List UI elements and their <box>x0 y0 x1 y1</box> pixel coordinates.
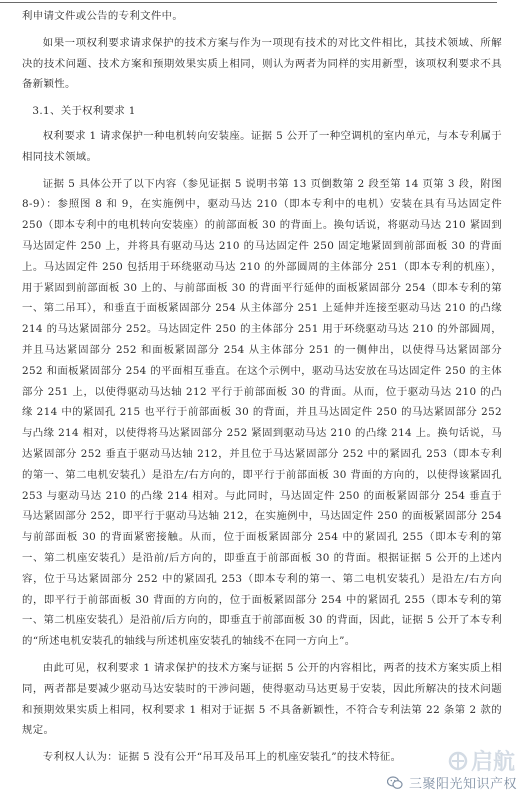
paragraph-evidence5-disclosure: 证据 5 具体公开了以下内容（参见证据 5 说明书第 13 页倒数第 2 段至第 14 页第 3 段，附图 8-9）：参照图 8 和 9，在实施例中，驱动马达 210（即本专利中的电机）安装在具有马达固定件 250（即本专利中的电机转向安装座）的前部面板 30 的背面上。换句话说，将驱动马达 210 紧固到马达固定件 250 上，并将具有驱动马达 210 的马达固定件 250 固定地紧固到前部面板 30 的背面上。马达固定件 250 包括用于环绕驱动马达 210 的外部圆周的主体部分 251（即本专利的机座），用于紧固到前部面板 30 上的、与前部面板 30 的背面平行延伸的面板紧固部分 254（即本专利的第一、第二吊耳），和垂直于面板紧固部分 254 从主体部分 251 上延伸并连接至驱动马达 210 的凸缘 214 的马达紧固部分 252。马达固定件 250 的主体部分 251 用于环绕驱动马达 210 的外部圆周，并且马达紧固部分 252 和面板紧固部分 254 从主体部分 251 的一侧伸出，以使得马达紧固部分 252 和面板紧固部分 254 的平面相互垂直。在这个示例中，驱动马达安放在马达固定件 250 的主体部分 251 上，以使得驱动马达轴 212 平行于前部面板 30 的背面。从而，位于驱动马达 210 的凸缘 214 中的紧固孔 215 也平行于前部面板 30 的背面，并且马达固定件 250 的马达紧固部分 252 与凸缘 214 相对，以使得将马达紧固部分 252 紧固到驱动马达 210 的凸缘 214 上。换句话说，马达紧固部分 252 垂直于驱动马达轴 212，并且位于马达紧固部分 252 中的紧固孔 253（即本专利的第一、第二电机安装孔）是沿左/右方向的，即平行于前部面板 30 背面的方向的，以使得该紧固孔 253 与驱动马达 210 的凸缘 214 相对。与此同时，马达固定件 250 的面板紧固部分 254 垂直于马达紧固部分 252，即平行于驱动马达轴 212，在实施例中，马达固定件 250 的面板紧固部分 254 与前部面板 30 的背面紧密接触。从而，位于面板紧固部分 254 中的紧固孔 255（即本专利的第一、第二机座安装孔）是沿前/后方向的，即垂直于前部面板 30 的背面。根据证据 5 公开的上述内容，位于马达紧固部分 252 中的紧固孔 253（即本专利的第一、第二电机安装孔）是沿左/右方向的，即平行于前部面板 30 背面的方向的，位于面板紧固部分 254 中的紧固孔 255（即本专利的第一、第二机座安装孔）是沿前/后方向的，即垂直于前部面板 30 的背面，因此，证据 5 公开了本专利的“所述电机安装孔的轴线与所述机座安装孔的轴线不在同一方向上”。 <box>22 177 502 648</box>
watermark-footer <box>387 760 517 794</box>
paragraph-patentee-opinion: 专利权人认为：证据 5 没有公开“吊耳及吊耳上的机座安装孔”的技术特征。 <box>42 751 402 764</box>
wechat-icon <box>387 776 403 790</box>
paragraph-fragment: 利申请文件或公告的专利文件中。 <box>22 10 184 22</box>
document-body <box>22 6 502 774</box>
paragraph-novelty-rule: 如果一项权利要求请求保护的技术方案与作为一项现有技术的对比文件相比，其技术领域、所解决的技术问题、技术方案和预期效果实质上相同，则认为两者为同样的实用新型，该项权利要求不具备新颖性。 <box>22 36 502 91</box>
section-heading: 3.1、关于权利要求 1 <box>32 105 136 118</box>
watermark-logo-text: 启航 <box>470 750 515 775</box>
top-rule <box>0 2 497 3</box>
paragraph-conclusion: 由此可见，权利要求 1 请求保护的技术方案与证据 5 公开的内容相比，两者的技术方案实质上相同，两者都是要减少驱动马达安装时的干涉问题，使得驱动马达更易于安装，因此所解决的技术问题和预期效果实质上相同，权利要求 1 相对于证据 5 不具备新颖性，不符合专利法第 22 条第 2 款的规定。 <box>22 661 502 737</box>
watermark-account-name: 三聚阳光知识产权 <box>408 777 517 792</box>
paragraph-claim1-intro: 权利要求 1 请求保护一种电机转向安装座。证据 5 公开了一种空调机的室内单元，与本专利属于相同技术领域。 <box>22 129 502 163</box>
